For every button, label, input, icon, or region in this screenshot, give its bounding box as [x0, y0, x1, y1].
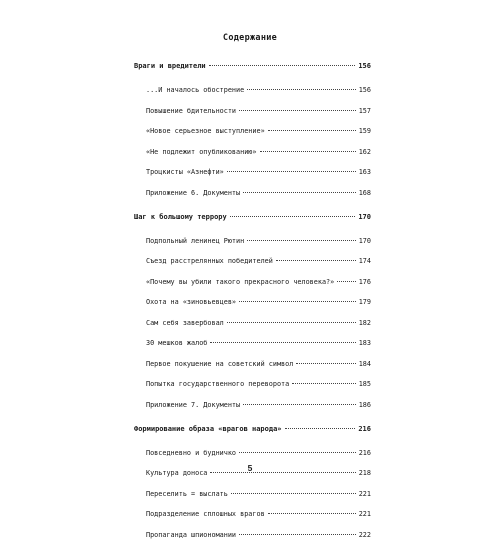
toc-item-title: Пропаганда шпиономании — [134, 525, 238, 545]
toc-item-title: Приложение 6. Документы — [134, 183, 242, 204]
toc-item[interactable] — [134, 313, 371, 334]
toc-item[interactable] — [134, 162, 371, 183]
dot-leader — [296, 362, 355, 364]
toc-item-title: Переселить = выслать — [134, 484, 230, 505]
dot-leader — [285, 427, 356, 429]
dot-leader — [337, 280, 355, 282]
toc-item[interactable] — [134, 395, 371, 416]
toc-item-title: Первое покушение на советский символ — [134, 354, 295, 375]
dot-leader — [230, 215, 356, 217]
toc-chapter-title: Враги и вредители — [134, 56, 208, 77]
toc-item[interactable] — [134, 183, 371, 204]
toc-item[interactable] — [134, 484, 371, 505]
toc-page-number: 179 — [357, 292, 371, 313]
toc-page-number: 159 — [357, 121, 371, 142]
dot-leader — [292, 382, 355, 384]
toc-item-title: Съезд расстрелянных победителей — [134, 251, 275, 272]
toc-page-number: 183 — [357, 333, 371, 354]
dot-leader — [276, 259, 356, 261]
toc-page-number: 185 — [357, 374, 371, 395]
toc-item-title: Сам себя завербовал — [134, 313, 226, 334]
dot-leader — [243, 403, 356, 405]
dot-leader — [239, 533, 356, 535]
toc-item[interactable] — [134, 374, 371, 395]
toc-page-number: 168 — [357, 183, 371, 204]
toc-item[interactable] — [134, 354, 371, 375]
toc-item-title: Культура доноса — [134, 463, 209, 484]
toc-item-title: Повышение бдительности — [134, 101, 238, 122]
toc-page-number: 170 — [356, 207, 371, 228]
toc-page-number: 184 — [357, 354, 371, 375]
toc-item[interactable] — [134, 292, 371, 313]
toc-page-number: 222 — [357, 525, 371, 545]
toc-chapter-title: Шаг к большому террору — [134, 207, 229, 228]
toc-item[interactable] — [134, 272, 371, 293]
toc-item[interactable] — [134, 443, 371, 464]
dot-leader — [239, 451, 356, 453]
dot-leader — [247, 239, 356, 241]
dot-leader — [231, 492, 356, 494]
toc-page-number: 156 — [356, 56, 371, 77]
dot-leader — [210, 341, 355, 343]
toc-item-title: Приложение 7. Документы — [134, 395, 242, 416]
page-title: Содержание — [0, 33, 500, 43]
toc-item-title: Подразделение сплошных врагов — [134, 504, 267, 525]
dot-leader — [268, 512, 356, 514]
dot-leader — [239, 109, 356, 111]
toc-item-title: Охота на «зиновьевцев» — [134, 292, 238, 313]
dot-leader — [239, 300, 356, 302]
toc-item-title: Подпольный ленинец Рютин — [134, 231, 246, 252]
toc-item[interactable] — [134, 251, 371, 272]
toc-chapter-title: Формирование образа «врагов народа» — [134, 419, 284, 440]
toc-page-number: 163 — [357, 162, 371, 183]
toc-item[interactable] — [134, 504, 371, 525]
toc-chapter[interactable] — [134, 419, 371, 440]
toc-item[interactable] — [134, 121, 371, 142]
dot-leader — [243, 191, 356, 193]
toc-page-number: 216 — [357, 443, 371, 464]
dot-leader — [247, 88, 356, 90]
toc-item-title: 30 мешков жалоб — [134, 333, 209, 354]
page-number: 5 — [0, 463, 500, 473]
toc-page-number: 221 — [357, 504, 371, 525]
toc-chapter[interactable] — [134, 207, 371, 228]
toc-item-title: Троцкисты «Азнефти» — [134, 162, 226, 183]
toc-page-number: 157 — [357, 101, 371, 122]
toc-item-title: ...И началось обострение — [134, 80, 246, 101]
toc-item-title: Попытка государственного переворота — [134, 374, 291, 395]
toc-item[interactable] — [134, 80, 371, 101]
dot-leader — [227, 170, 356, 172]
toc-page-number: 221 — [357, 484, 371, 505]
toc-page-number: 176 — [357, 272, 371, 293]
toc-page-number: 182 — [357, 313, 371, 334]
dot-leader — [268, 129, 356, 131]
toc-item[interactable] — [134, 231, 371, 252]
toc-item[interactable] — [134, 101, 371, 122]
toc-item[interactable] — [134, 333, 371, 354]
toc-page-number: 156 — [357, 80, 371, 101]
toc-item-title: «Новое серьезное выступление» — [134, 121, 267, 142]
toc-item-title: «Почему вы убили такого прекрасного человека?» — [134, 272, 336, 293]
toc-page-number: 162 — [357, 142, 371, 163]
toc-page-number: 216 — [356, 419, 371, 440]
dot-leader — [260, 150, 356, 152]
toc-item[interactable] — [134, 525, 371, 545]
toc-page-number: 170 — [357, 231, 371, 252]
toc-item-title: Повседневно и будничко — [134, 443, 238, 464]
toc-page-number: 186 — [357, 395, 371, 416]
toc-chapter[interactable] — [134, 56, 371, 77]
toc-item-title: «Не подлежит опубликованию» — [134, 142, 259, 163]
toc-item[interactable] — [134, 142, 371, 163]
dot-leader — [209, 64, 356, 66]
toc-page-number: 174 — [357, 251, 371, 272]
toc-page-number: 218 — [357, 463, 371, 484]
dot-leader — [227, 321, 356, 323]
